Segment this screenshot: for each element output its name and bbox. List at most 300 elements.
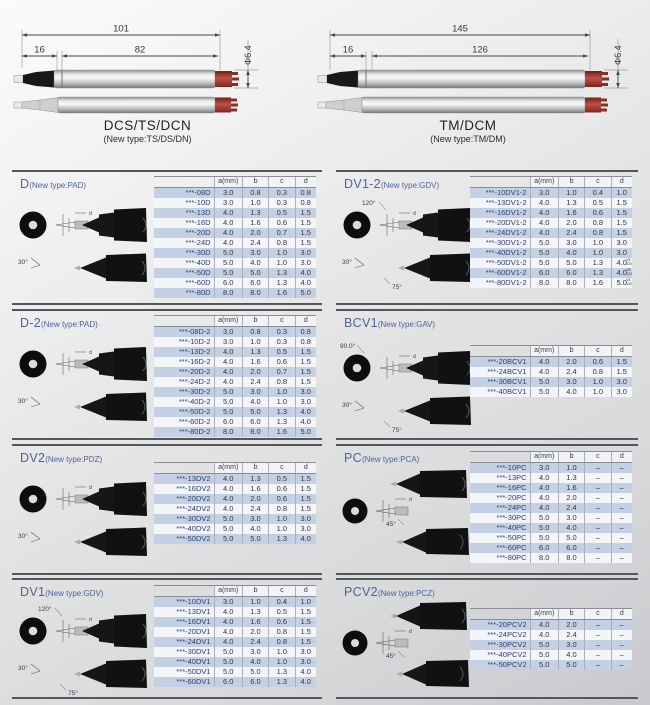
col-header: a(mm) xyxy=(530,452,558,462)
spec-value: 0.8 xyxy=(268,377,294,387)
table-header-row xyxy=(470,345,632,357)
spec-value: 4.0 xyxy=(530,503,558,513)
dim-letter: d xyxy=(89,617,92,623)
spec-value: 3.0 xyxy=(295,397,316,407)
part-number: ***-50D-2 xyxy=(178,407,211,416)
spec-value: – xyxy=(611,660,632,670)
spec-value: 0.3 xyxy=(268,337,294,347)
part-number: ***-50PC xyxy=(496,533,527,542)
part-number: ***-60D-2 xyxy=(178,417,211,426)
tip-diagram xyxy=(340,594,478,694)
table-row xyxy=(154,188,316,198)
spec-value: 3.0 xyxy=(558,513,584,523)
spec-value: – xyxy=(611,523,632,533)
spec-value: 4.0 xyxy=(214,607,242,617)
tip-diagram xyxy=(16,192,154,292)
spec-value: 1.3 xyxy=(268,677,294,687)
angle-label: 30° xyxy=(18,259,28,266)
table-row xyxy=(154,617,316,627)
table-row xyxy=(470,268,632,278)
dimension-label: 145 xyxy=(452,23,468,35)
spec-value: – xyxy=(611,640,632,650)
spec-value: – xyxy=(584,660,610,670)
spec-value: 4.0 xyxy=(242,258,268,268)
part-number: ***-30BCV1 xyxy=(487,377,527,386)
spec-value: 1.5 xyxy=(295,494,316,504)
spec-value: 4.0 xyxy=(530,218,558,228)
spec-value: 4.0 xyxy=(530,620,558,630)
spec-value xyxy=(611,258,632,268)
spec-value: 5.0 xyxy=(530,387,558,397)
spec-value: 5.0 xyxy=(530,248,558,258)
dimension-label: 16 xyxy=(34,44,45,56)
part-number: ***-13D xyxy=(185,208,211,217)
section-PC xyxy=(336,444,638,575)
spec-value: 4.0 xyxy=(242,397,268,407)
spec-value: 5.0 xyxy=(530,523,558,533)
spec-value: 5.0 xyxy=(214,524,242,534)
spec-table xyxy=(470,608,632,670)
table-row xyxy=(154,248,316,258)
spec-value: 5.0 xyxy=(242,268,268,278)
spec-value: 0.8 xyxy=(268,627,294,637)
spec-value: 0.7 xyxy=(268,228,294,238)
spec-value: 1.3 xyxy=(268,417,294,427)
table-header-row xyxy=(154,585,316,597)
spec-value: 4.0 xyxy=(295,407,316,417)
table-row xyxy=(154,327,316,337)
spec-value: 1.6 xyxy=(242,218,268,228)
spec-value: – xyxy=(584,533,610,543)
series-name: DV1-2 xyxy=(344,177,381,191)
col-header: d xyxy=(295,316,316,326)
table-row xyxy=(470,357,632,367)
spec-value: 1.0 xyxy=(558,188,584,198)
spec-value: 5.0 xyxy=(214,514,242,524)
col-header: a(mm) xyxy=(214,177,242,187)
spec-value: 5.0 xyxy=(242,667,268,677)
spec-value: 1.5 xyxy=(295,637,316,647)
spec-value: 0.8 xyxy=(295,188,316,198)
spec-value: 4.0 xyxy=(214,347,242,357)
spec-value: 1.3 xyxy=(242,607,268,617)
spec-value: 6.0 xyxy=(530,543,558,553)
spec-value: 1.3 xyxy=(558,198,584,208)
table-row xyxy=(154,627,316,637)
part-number: ***-08D-2 xyxy=(178,327,211,336)
tolerance-note: V8 120 xyxy=(626,268,632,276)
table-row xyxy=(154,514,316,524)
section-title xyxy=(20,449,102,467)
spec-value: 3.0 xyxy=(558,640,584,650)
spec-value: 5.0 xyxy=(295,427,316,437)
col-header: a(mm) xyxy=(214,316,242,326)
table-row xyxy=(154,667,316,677)
spec-value: 1.5 xyxy=(295,484,316,494)
spec-value: 0.8 xyxy=(268,637,294,647)
part-number: ***-50D xyxy=(185,268,211,277)
spec-value: 0.5 xyxy=(268,607,294,617)
spec-value: – xyxy=(584,640,610,650)
part-number: ***-80DV1-2 xyxy=(485,278,527,287)
tip-diagram xyxy=(340,462,478,562)
part-number: ***-20DV1 xyxy=(176,627,211,636)
spec-value: 3.0 xyxy=(530,188,558,198)
series-name: PC xyxy=(344,451,362,465)
spec-value: 1.6 xyxy=(242,357,268,367)
spec-value: 0.4 xyxy=(584,188,610,198)
model-new-type: (New type:TS/DS/DN) xyxy=(103,134,192,144)
spec-value: 3.0 xyxy=(295,524,316,534)
dim-letter: d xyxy=(409,629,412,635)
spec-value: 2.4 xyxy=(242,238,268,248)
col-header: d xyxy=(295,177,316,187)
spec-value: 2.4 xyxy=(558,228,584,238)
spec-value: 2.4 xyxy=(558,630,584,640)
spec-value: 4.0 xyxy=(214,474,242,484)
model-name: DCS/TS/DCN xyxy=(103,118,192,133)
spec-value: 1.0 xyxy=(295,597,316,607)
series-name: D xyxy=(20,177,30,191)
spec-value: 4.0 xyxy=(214,504,242,514)
table-row xyxy=(470,248,632,258)
spec-value: 1.6 xyxy=(584,278,610,288)
spec-value: 5.0 xyxy=(530,533,558,543)
spec-value: 5.0 xyxy=(558,533,584,543)
spec-value: 3.0 xyxy=(295,248,316,258)
table-row xyxy=(154,198,316,208)
spec-value: 1.0 xyxy=(268,387,294,397)
angle-label: 120° xyxy=(38,606,52,613)
section-title xyxy=(344,314,435,332)
part-number: ***-40D-2 xyxy=(178,397,211,406)
table-row xyxy=(154,208,316,218)
spec-value: 5.0 xyxy=(530,513,558,523)
spec-value: – xyxy=(611,483,632,493)
col-header: c xyxy=(268,586,294,596)
series-name: BCV1 xyxy=(344,316,378,330)
spec-value: 4.0 xyxy=(214,238,242,248)
angle-label: 30° xyxy=(18,665,28,672)
handle-drawings xyxy=(0,4,650,169)
spec-value: 5.0 xyxy=(214,657,242,667)
drawing-caption-right xyxy=(350,118,586,144)
part-number: ***-10D-2 xyxy=(178,337,211,346)
part-number: ***-40BCV1 xyxy=(487,387,527,396)
spec-value: 4.0 xyxy=(214,494,242,504)
spec-value: 5.0 xyxy=(530,640,558,650)
spec-value: – xyxy=(611,463,632,473)
spec-value: 1.0 xyxy=(584,377,610,387)
col-header: d xyxy=(611,609,632,619)
table-header-row xyxy=(470,176,632,188)
table-row xyxy=(470,198,632,208)
spec-value: 8.0 xyxy=(242,427,268,437)
spec-value: 5.0 xyxy=(242,407,268,417)
spec-value xyxy=(611,268,632,278)
spec-value: 1.3 xyxy=(268,278,294,288)
tip-diagram xyxy=(340,335,478,435)
spec-value: – xyxy=(611,493,632,503)
spec-value: 4.0 xyxy=(530,367,558,377)
spec-value: 0.6 xyxy=(268,357,294,367)
col-header: c xyxy=(268,177,294,187)
spec-value: 3.0 xyxy=(242,647,268,657)
spec-value: 3.0 xyxy=(214,188,242,198)
series-new-type: (New type:PCZ) xyxy=(377,589,435,598)
part-number: ***-40PCV2 xyxy=(487,650,527,659)
col-header: a(mm) xyxy=(214,586,242,596)
table-row xyxy=(154,484,316,494)
spec-value: – xyxy=(584,493,610,503)
diameter-label: Φ6.4 xyxy=(613,45,623,65)
spec-value: 4.0 xyxy=(558,523,584,533)
col-header xyxy=(470,609,530,619)
table-row xyxy=(154,278,316,288)
spec-value: 4.0 xyxy=(295,417,316,427)
spec-value: 2.0 xyxy=(242,494,268,504)
spec-value: 0.8 xyxy=(268,504,294,514)
part-number: ***-24DV2 xyxy=(176,504,211,513)
dim-letter: d xyxy=(409,497,412,503)
diameter-label: Φ6.4 xyxy=(243,45,253,65)
part-number: ***-30DV2 xyxy=(176,514,211,523)
spec-value: 0.6 xyxy=(268,484,294,494)
spec-value: 2.0 xyxy=(242,627,268,637)
spec-value: 5.0 xyxy=(214,534,242,544)
spec-value: 1.0 xyxy=(268,657,294,667)
spec-value: 1.3 xyxy=(242,208,268,218)
part-number: ***-10D xyxy=(185,198,211,207)
spec-value: 1.5 xyxy=(295,218,316,228)
table-row xyxy=(154,397,316,407)
table-row xyxy=(154,677,316,687)
spec-value: 1.6 xyxy=(242,617,268,627)
part-number: ***-80PC xyxy=(496,553,527,562)
dimension-label: 82 xyxy=(134,44,146,56)
table-row xyxy=(154,367,316,377)
spec-value: 1.3 xyxy=(268,268,294,278)
table-row xyxy=(154,347,316,357)
table-row xyxy=(154,387,316,397)
spec-value: 4.0 xyxy=(616,268,627,277)
spec-value: 4.0 xyxy=(242,657,268,667)
spec-value xyxy=(611,278,632,288)
spec-value: – xyxy=(584,553,610,563)
part-number: ***-24PCV2 xyxy=(487,630,527,639)
part-number: ***-16D xyxy=(185,218,211,227)
spec-value: 0.4 xyxy=(268,597,294,607)
spec-value: 0.8 xyxy=(584,367,610,377)
spec-value: 3.0 xyxy=(295,657,316,667)
spec-value: 1.0 xyxy=(584,238,610,248)
spec-value: 1.5 xyxy=(611,357,632,367)
spec-value: 4.0 xyxy=(558,387,584,397)
spec-value: 2.0 xyxy=(558,357,584,367)
spec-value: 1.6 xyxy=(558,483,584,493)
part-number: ***-40PC xyxy=(496,523,527,532)
spec-value: 0.3 xyxy=(268,198,294,208)
col-header xyxy=(470,346,530,356)
part-number: ***-60DV1-2 xyxy=(485,268,527,277)
series-name: DV1 xyxy=(20,585,46,599)
spec-value: 2.4 xyxy=(242,637,268,647)
angle-label: 75° xyxy=(392,427,402,434)
part-number: ***-40DV1-2 xyxy=(485,248,527,257)
spec-value: 6.0 xyxy=(242,278,268,288)
spec-value: 2.4 xyxy=(558,503,584,513)
spec-value: 5.0 xyxy=(214,647,242,657)
spec-value: 4.0 xyxy=(295,268,316,278)
col-header: a(mm) xyxy=(530,346,558,356)
spec-value: 1.3 xyxy=(558,473,584,483)
spec-value: 4.0 xyxy=(530,357,558,367)
table-row xyxy=(154,597,316,607)
table-row xyxy=(470,523,632,533)
spec-value: 0.8 xyxy=(584,228,610,238)
spec-value: – xyxy=(611,503,632,513)
table-row xyxy=(470,367,632,377)
part-number: ***-30PC xyxy=(496,513,527,522)
angle-label: 75° xyxy=(392,284,402,291)
col-header: a(mm) xyxy=(530,177,558,187)
spec-value: – xyxy=(584,523,610,533)
part-number: ***-24D-2 xyxy=(178,377,211,386)
spec-value: – xyxy=(611,543,632,553)
spec-value: 4.0 xyxy=(530,483,558,493)
col-header: b xyxy=(242,463,268,473)
col-header: b xyxy=(242,586,268,596)
spec-value: 1.3 xyxy=(584,268,610,278)
spec-value: 3.0 xyxy=(611,377,632,387)
spec-value: 5.0 xyxy=(214,667,242,677)
col-header xyxy=(154,463,214,473)
spec-value: 1.5 xyxy=(611,218,632,228)
part-number: ***-60DV1 xyxy=(176,677,211,686)
table-row xyxy=(470,553,632,563)
series-new-type: (New type:PAD) xyxy=(29,181,87,190)
spec-value: 5.0 xyxy=(214,248,242,258)
col-header xyxy=(470,452,530,462)
angle-label: 45° xyxy=(386,521,396,528)
tip-diagram xyxy=(16,598,154,698)
col-header: a(mm) xyxy=(530,609,558,619)
table-row xyxy=(154,337,316,347)
spec-value: – xyxy=(584,483,610,493)
section-DV2 xyxy=(12,444,322,575)
table-row xyxy=(470,483,632,493)
spec-value: 2.0 xyxy=(558,620,584,630)
part-number: ***-20PC xyxy=(496,493,527,502)
spec-value: – xyxy=(611,513,632,523)
spec-value: 4.0 xyxy=(530,493,558,503)
dimension-label: 126 xyxy=(472,44,488,56)
table-row xyxy=(470,208,632,218)
part-number: ***-24D xyxy=(185,238,211,247)
spec-value: 6.0 xyxy=(558,268,584,278)
table-row xyxy=(154,288,316,298)
spec-value: 3.0 xyxy=(611,238,632,248)
part-number: ***-20D xyxy=(185,228,211,237)
table-row xyxy=(470,640,632,650)
table-row xyxy=(154,218,316,228)
spec-value: 1.0 xyxy=(268,524,294,534)
spec-value: 4.0 xyxy=(214,627,242,637)
model-name: TM/DCM xyxy=(439,118,497,133)
spec-value: 5.0 xyxy=(214,268,242,278)
part-number: ***-10DV1-2 xyxy=(485,188,527,197)
spec-value: 2.0 xyxy=(242,367,268,377)
spec-value: 5.0 xyxy=(558,258,584,268)
dim-letter: d xyxy=(89,485,92,491)
angle-label: 90.0° xyxy=(340,343,356,350)
spec-value: 1.0 xyxy=(268,514,294,524)
tolerance-note: V8 120 xyxy=(626,258,632,266)
spec-value: 1.0 xyxy=(611,188,632,198)
spec-table xyxy=(470,345,632,397)
spec-value: 1.5 xyxy=(295,238,316,248)
spec-value: 1.6 xyxy=(268,288,294,298)
table-header-row xyxy=(470,608,632,620)
table-header-row xyxy=(154,315,316,327)
col-header xyxy=(154,177,214,187)
spec-value: 3.0 xyxy=(558,377,584,387)
spec-value: – xyxy=(611,650,632,660)
spec-value: 4.0 xyxy=(214,228,242,238)
tolerance-note: V8 120 xyxy=(626,278,632,286)
table-row xyxy=(154,258,316,268)
spec-value: 1.3 xyxy=(268,667,294,677)
spec-value: – xyxy=(584,543,610,553)
spec-value: 4.0 xyxy=(558,650,584,660)
spec-value: 1.3 xyxy=(584,258,610,268)
spec-value: 3.0 xyxy=(295,387,316,397)
spec-value: 4.0 xyxy=(214,637,242,647)
section-DV1-2 xyxy=(336,170,638,305)
col-header: d xyxy=(611,452,632,462)
part-number: ***-16D-2 xyxy=(178,357,211,366)
spec-value: 3.0 xyxy=(295,647,316,657)
table-row xyxy=(470,278,632,288)
table-row xyxy=(470,387,632,397)
part-number: ***-20D-2 xyxy=(178,367,211,376)
spec-value: 3.0 xyxy=(611,248,632,258)
table-row xyxy=(154,238,316,248)
part-number: ***-60PC xyxy=(496,543,527,552)
spec-value: 6.0 xyxy=(214,417,242,427)
spec-value: 8.0 xyxy=(530,278,558,288)
angle-label: 45° xyxy=(386,653,396,660)
col-header: c xyxy=(268,316,294,326)
part-number: ***-24BCV1 xyxy=(487,367,527,376)
spec-value: 1.5 xyxy=(611,208,632,218)
spec-value: 1.3 xyxy=(242,347,268,357)
dim-letter: d xyxy=(413,354,416,360)
part-number: ***-30PCV2 xyxy=(487,640,527,649)
spec-table xyxy=(154,585,316,687)
spec-value: 1.5 xyxy=(295,377,316,387)
spec-value: 2.4 xyxy=(558,367,584,377)
spec-value: 4.0 xyxy=(214,377,242,387)
spec-value: 4.0 xyxy=(214,367,242,377)
table-row xyxy=(470,543,632,553)
spec-table xyxy=(154,462,316,544)
spec-value: 0.8 xyxy=(242,327,268,337)
spec-value: 2.0 xyxy=(558,218,584,228)
spec-value: – xyxy=(584,503,610,513)
spec-value: 6.0 xyxy=(530,268,558,278)
part-number: ***-16DV1 xyxy=(176,617,211,626)
